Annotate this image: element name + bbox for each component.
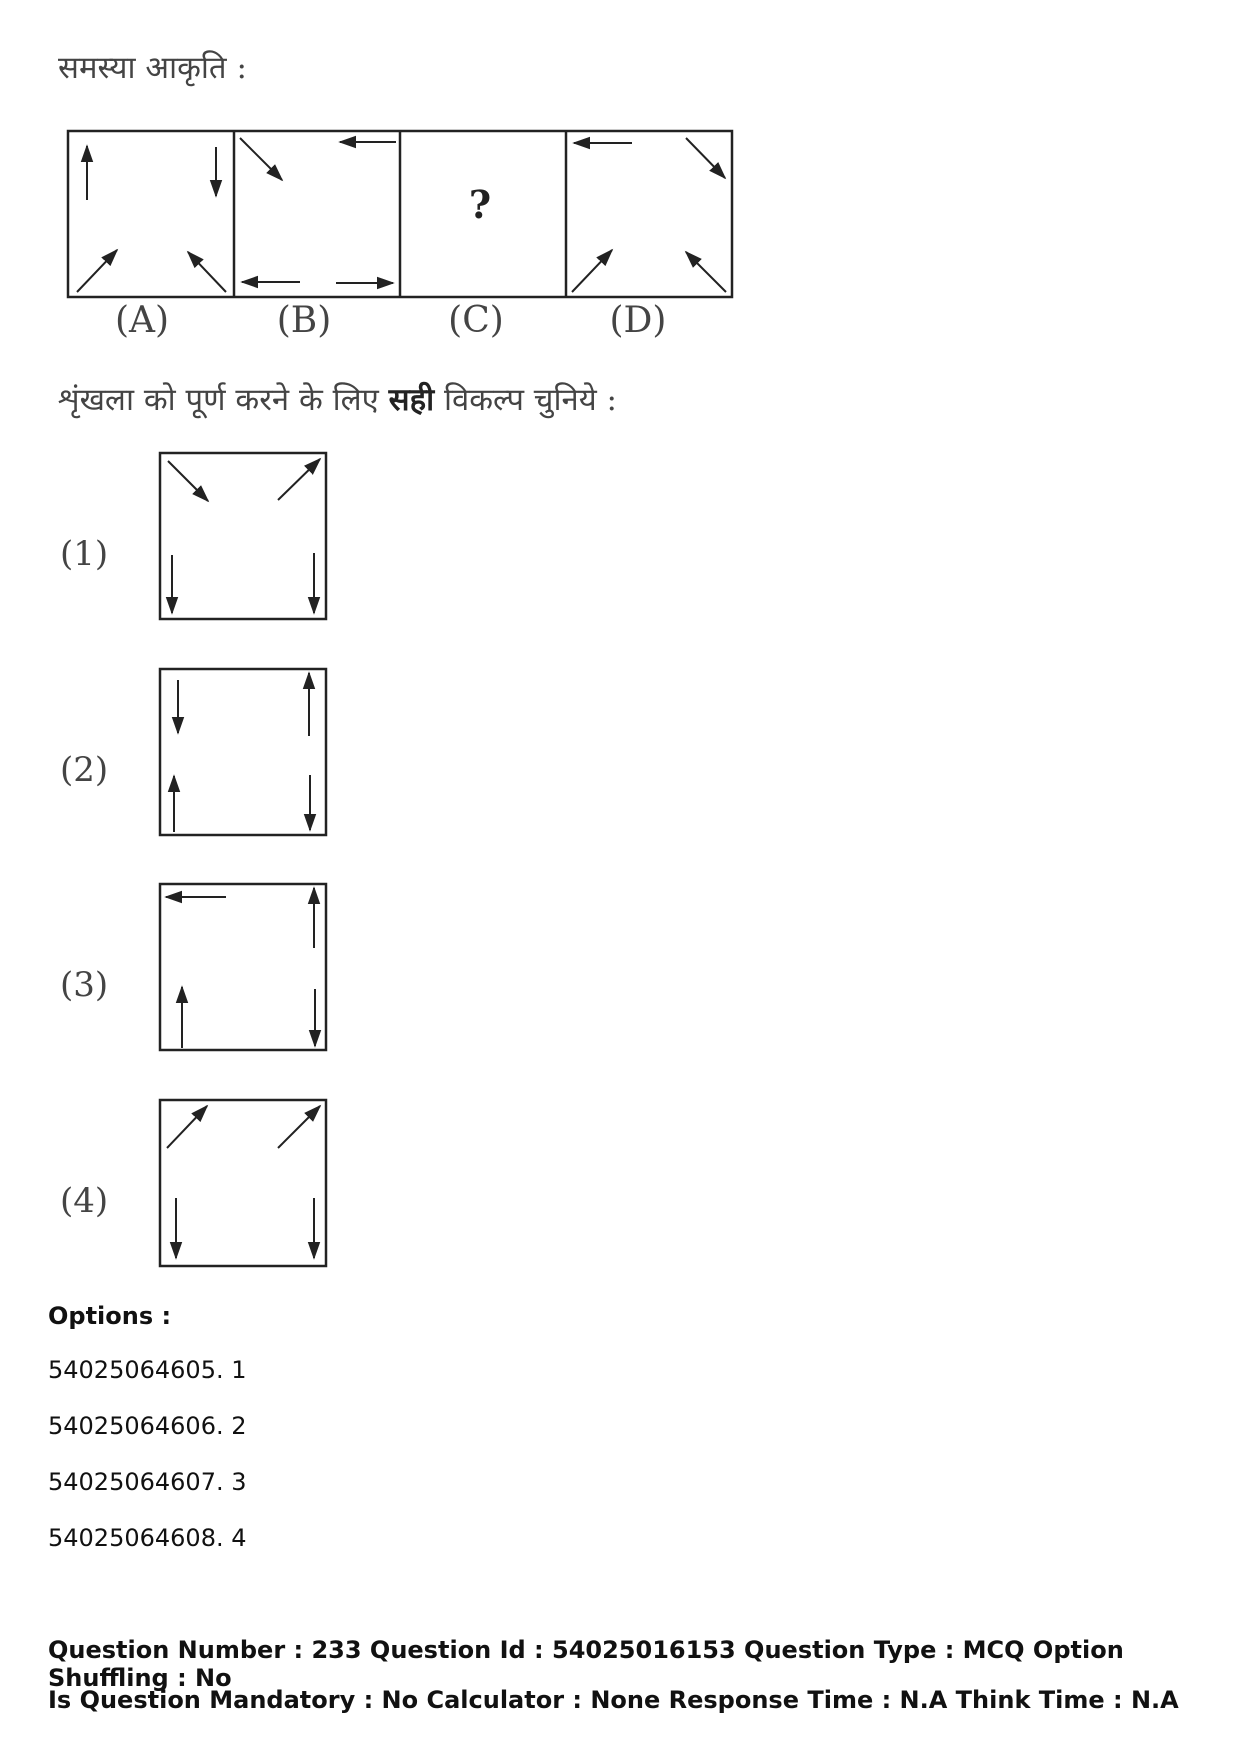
figure-label-d: (D) [609, 300, 667, 341]
option-line-1: 54025064605. 1 [48, 1356, 247, 1384]
figure-label-b: (B) [276, 300, 332, 341]
option-3-label: (3) [60, 965, 109, 1005]
option-3-figure [160, 884, 326, 1050]
problem-figure-title: समस्या आकृति : [58, 50, 247, 86]
option-2-arrows [174, 673, 310, 832]
option-line-2: 54025064606. 2 [48, 1412, 247, 1440]
figure-label-c: (C) [448, 300, 504, 341]
option-line-4: 54025064608. 4 [48, 1524, 247, 1552]
option-line-3: 54025064607. 3 [48, 1468, 247, 1496]
options-heading: Options : [48, 1302, 172, 1330]
unknown-figure-marker: ? [468, 182, 492, 227]
option-2-figure [160, 669, 326, 835]
problem-figure-strip [68, 131, 732, 297]
problem-figure-d [572, 138, 726, 292]
option-3-arrows [166, 888, 315, 1048]
instruction-text: शृंखला को पूर्ण करने के लिए सही विकल्प चुनिये : [58, 382, 617, 418]
option-2-label: (2) [60, 750, 109, 790]
question-meta-line-2: Is Question Mandatory : No Calculator : None Response Time : N.A Think Time : N.A [48, 1686, 1179, 1714]
option-1-arrows [168, 459, 320, 613]
figure-label-a: (A) [114, 300, 170, 341]
problem-figure-b [240, 138, 396, 283]
option-4-label: (4) [60, 1181, 109, 1221]
option-1-label: (1) [60, 534, 109, 574]
option-4-arrows [167, 1106, 320, 1258]
question-meta-line-1: Question Number : 233 Question Id : 54025016153 Question Type : MCQ Option Shuffling : No [48, 1636, 1124, 1692]
instruction-emphasis: सही [388, 382, 435, 418]
problem-figure-a [77, 146, 226, 292]
